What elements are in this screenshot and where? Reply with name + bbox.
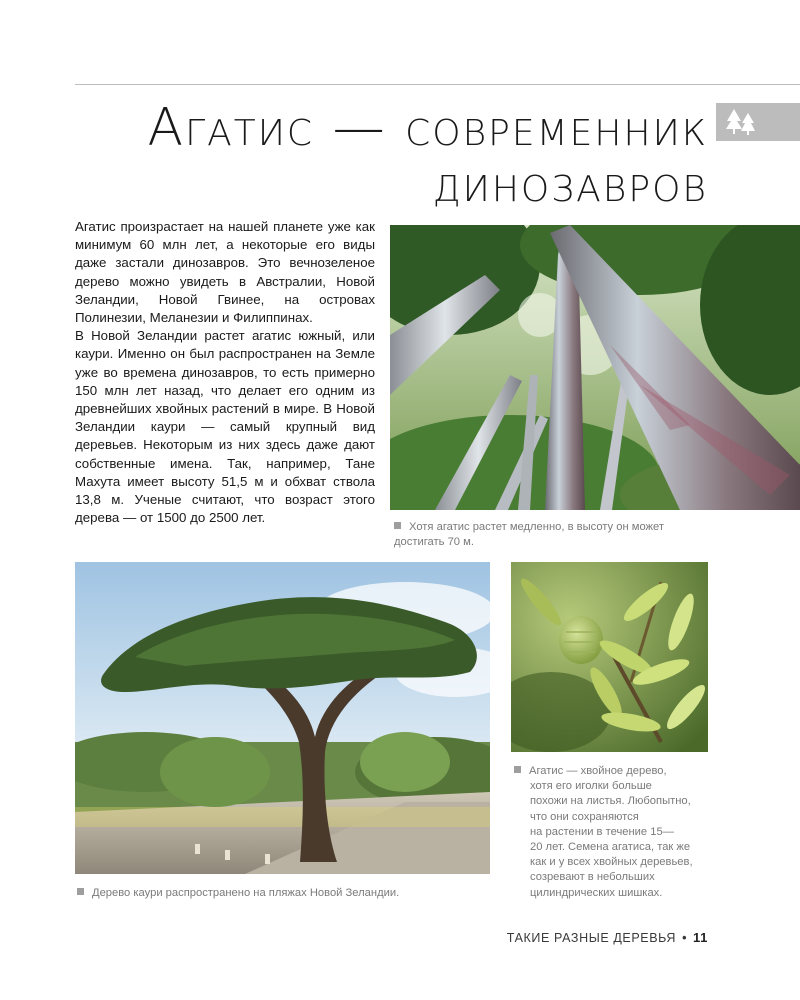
page-title [148, 100, 709, 212]
caption-bullet-icon [394, 522, 401, 529]
caption-beach-tree-text: Дерево каури распространено на пляжах Новой Зеландии. [92, 887, 400, 899]
caption-cone-line-4: что они сохраняются [530, 810, 639, 823]
caption-cone-line-9: цилиндрических шишках. [530, 886, 663, 899]
header-rule [75, 84, 800, 85]
caption-cone-line-7: как и у всех хвойных деревьев, [530, 856, 693, 869]
section-tab [716, 103, 800, 141]
caption-cone [514, 764, 712, 901]
page-footer [507, 930, 708, 945]
title-line-1: Агатис — современник [147, 98, 708, 158]
page-number: 11 [693, 930, 708, 945]
cone-photo [511, 562, 708, 752]
trees-icon [724, 107, 760, 137]
caption-tall-trees-text: Хотя агатис растет медленно, в высоту он может достигать 70 м. [394, 521, 665, 549]
footer-separator: • [682, 931, 688, 945]
caption-cone-line-5: на растении в течение 15— [530, 825, 674, 838]
tall-trees-photo [390, 225, 800, 510]
beach-tree-photo [75, 562, 490, 874]
footer-section-title: ТАКИЕ РАЗНЫЕ ДЕРЕВЬЯ [506, 931, 677, 945]
paragraph-2: В Новой Зеландии растет агатис южный, или каури. Именно он был распространен на Земле уже во времена динозавров, то есть примерно 150 млн лет назад, что делает его одним из древнейших хвойных растений в мире. В Новой Зеландии каури — самый крупный вид деревьев. Некоторым из них здесь даже дают собственные имена. Так, например, Тане Махута имеет высоту 51,5 м и обхват ствола 13,8 м. Ученые считают, что возраст этого дерева — от 1500 до 2500 лет. [75, 328, 375, 526]
paragraph-1: Агатис произрастает на нашей планете уже как минимум 60 млн лет, а некоторые его виды даже застали динозавров. Это вечнозеленое дерево можно увидеть в Австралии, Новой Зеландии, Новой Гвинее, на островах Полинезии, Меланезии и Филиппинах. [75, 219, 375, 326]
caption-bullet-icon [514, 766, 521, 773]
caption-cone-line-1: Агатис — хвойное дерево, [514, 764, 712, 779]
title-line-2: динозавров [432, 154, 708, 214]
caption-cone-line-2: хотя его иголки больше [530, 780, 652, 793]
article-body [75, 218, 375, 527]
caption-cone-line-8: созревают в небольших [530, 871, 655, 884]
caption-cone-line-6: 20 лет. Семена агатиса, так же [530, 841, 691, 854]
caption-tall-trees [394, 520, 714, 550]
caption-cone-line-3: похожи на листья. Любопытно, [530, 795, 691, 808]
caption-beach-tree [77, 886, 497, 901]
caption-bullet-icon [77, 888, 84, 895]
